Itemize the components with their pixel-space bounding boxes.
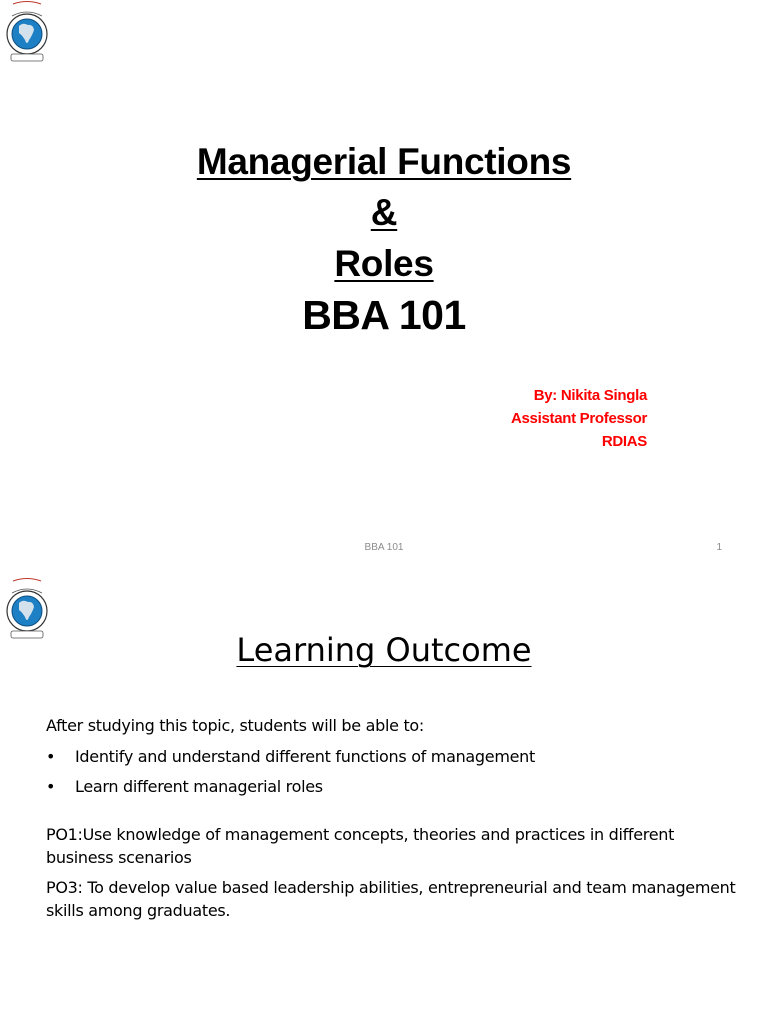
outcome-bullets xyxy=(46,745,736,798)
bullet-icon: • xyxy=(46,747,56,766)
program-outcome-po3: PO3: To develop value based leadership abilities, entrepreneurial and team management skills among graduates. xyxy=(46,878,736,920)
bullet-text: Learn different managerial roles xyxy=(75,777,323,796)
program-outcome-po1: PO1:Use knowledge of management concepts, theories and practices in different business scenarios xyxy=(46,825,675,867)
title-line-3: Roles xyxy=(334,243,434,284)
author-info xyxy=(511,384,647,453)
bullet-icon: • xyxy=(46,777,56,796)
slide-title xyxy=(0,136,768,341)
author-position: Assistant Professor xyxy=(510,410,647,427)
page-number: 1 xyxy=(716,542,722,553)
title-line-1: Managerial Functions xyxy=(196,141,572,182)
course-code: BBA 101 xyxy=(302,292,466,338)
list-item xyxy=(46,775,736,798)
author-institution: RDIAS xyxy=(601,433,647,450)
college-crest-logo xyxy=(3,0,51,66)
list-item xyxy=(46,745,736,768)
learning-outcome-slide xyxy=(0,576,768,1024)
learning-outcome-content xyxy=(46,714,736,922)
title-line-2: & xyxy=(370,192,398,233)
bullet-text: Identify and understand different functions of management xyxy=(75,747,535,766)
intro-text: After studying this topic, students will be able to: xyxy=(46,716,424,735)
slide-footer: BBA 101 xyxy=(364,542,404,553)
author-name: By: Nikita Singla xyxy=(533,387,647,404)
learning-outcome-heading: Learning Outcome xyxy=(236,631,532,669)
